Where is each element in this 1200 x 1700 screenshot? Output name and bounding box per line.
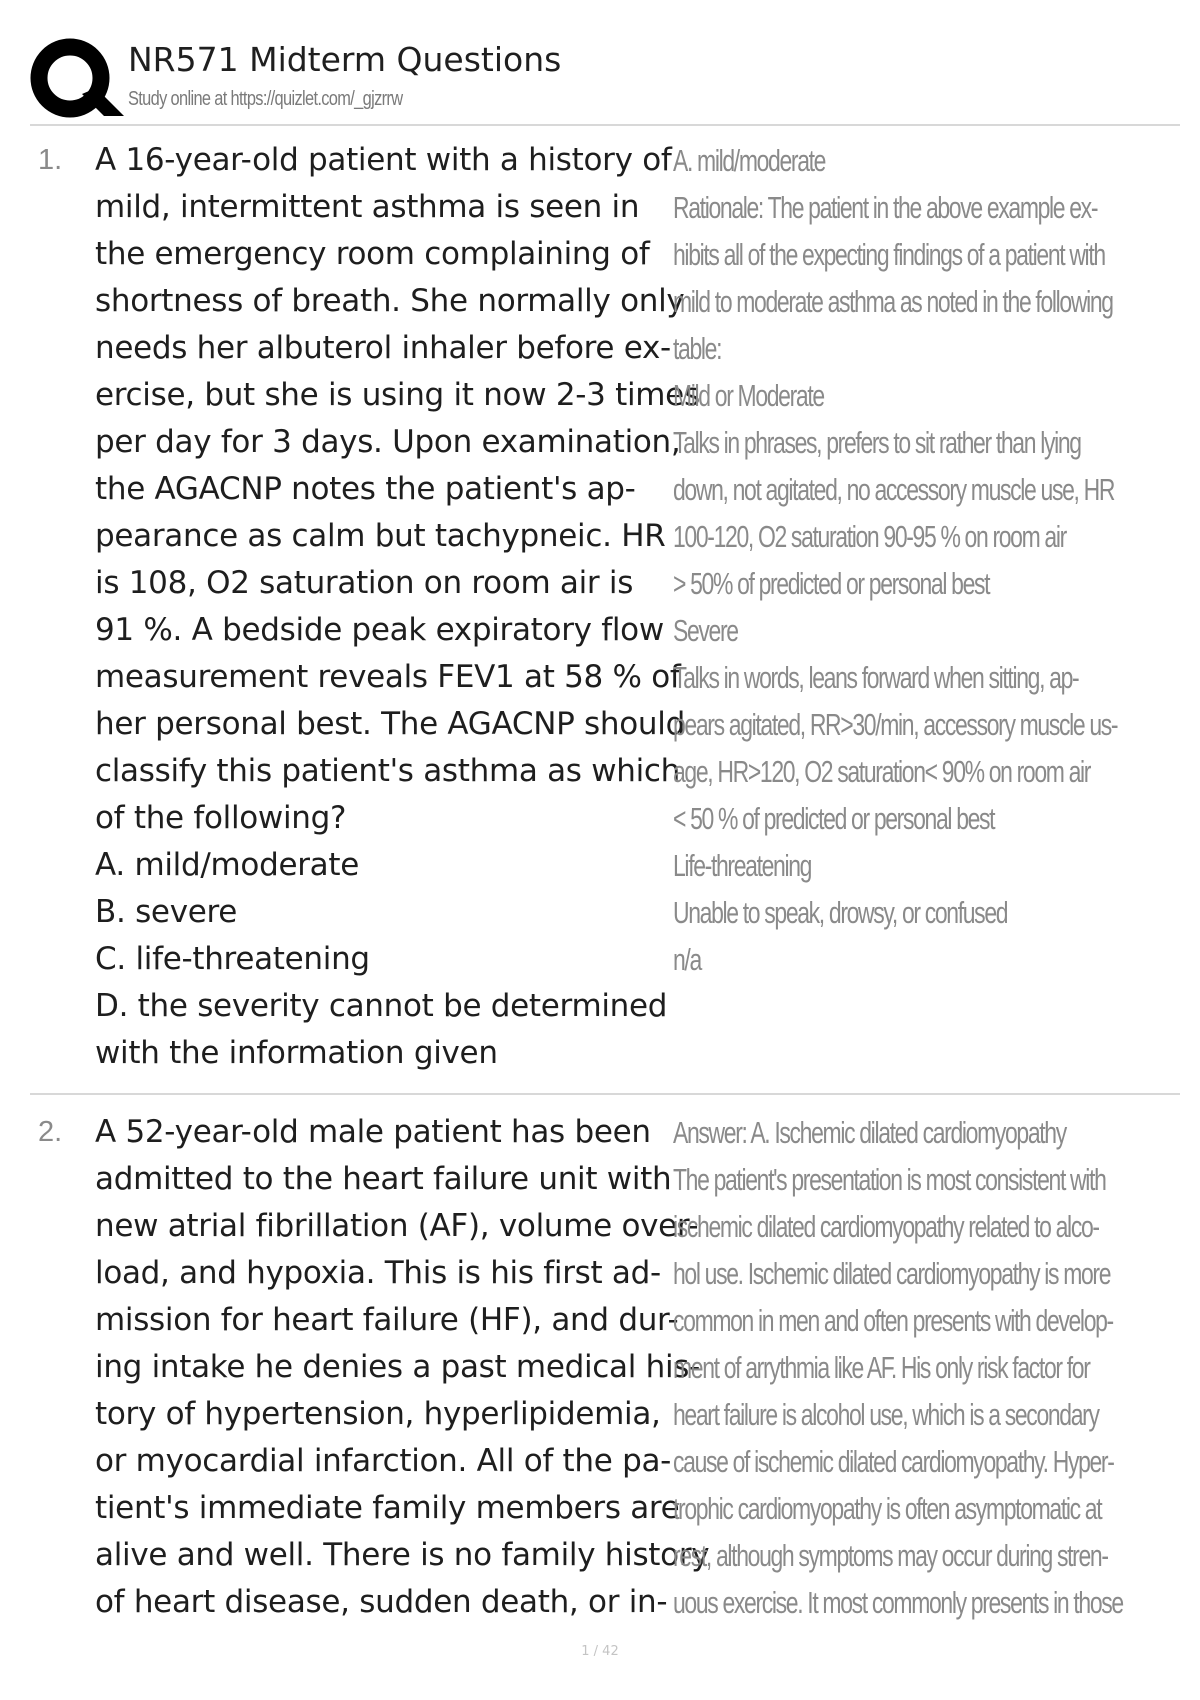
definition-line: age, HR>120, O2 saturation< 90% on room air (673, 754, 1091, 789)
question-definition (673, 137, 1193, 983)
term-line: ing intake he denies a past medical his- (95, 1349, 700, 1385)
definition-line: Life-threatening (673, 848, 812, 883)
term-line: classify this patient's asthma as which (95, 753, 681, 789)
term-line: mild, intermittent asthma is seen in (95, 189, 640, 225)
definition-line: Rationale: The patient in the above example ex- (673, 190, 1098, 225)
term-line: needs her albuterol inhaler before ex- (95, 330, 671, 366)
card-divider (30, 1093, 1180, 1095)
definition-line: Answer: A. Ischemic dilated cardiomyopathy (673, 1115, 1066, 1150)
definition-line: Talks in phrases, prefers to sit rather than lying (673, 425, 1081, 460)
definition-line: pears agitated, RR>30/min, accessory muscle us- (673, 707, 1118, 742)
definition-line: ischemic dilated cardiomyopathy related to alco- (673, 1209, 1099, 1244)
definition-line: 100-120, O2 saturation 90-95 % on room air (673, 519, 1066, 554)
term-line: mission for heart failure (HF), and dur- (95, 1302, 679, 1338)
term-line: C. life-threatening (95, 941, 370, 977)
term-line: A 16-year-old patient with a history of (95, 142, 672, 178)
term-line: of heart disease, sudden death, or in- (95, 1584, 668, 1620)
definition-line: trophic cardiomyopathy is often asymptomatic at (673, 1491, 1102, 1526)
question-number: 1. (38, 144, 63, 176)
term-line: measurement reveals FEV1 at 58 % of (95, 659, 681, 695)
document-subtitle: Study online at https://quizlet.com/_gjzrrw (128, 88, 403, 110)
definition-line: uous exercise. It most commonly presents in those (673, 1585, 1123, 1620)
definition-line: n/a (673, 942, 701, 977)
definition-line: hibits all of the expecting findings of a patient with (673, 237, 1105, 272)
definition-line: cause of ischemic dilated cardiomyopathy. Hyper- (673, 1444, 1114, 1479)
page-number: 1 / 42 (581, 1644, 619, 1659)
term-line: new atrial fibrillation (AF), volume over- (95, 1208, 699, 1244)
term-line: D. the severity cannot be determined (95, 988, 668, 1024)
definition-line: table: (673, 331, 722, 366)
term-line: 91 %. A bedside peak expiratory flow (95, 612, 664, 648)
document-title: NR571 Midterm Questions (128, 40, 562, 79)
term-line: per day for 3 days. Upon examination, (95, 424, 681, 460)
term-line: pearance as calm but tachypneic. HR (95, 518, 666, 554)
question-number: 2. (38, 1116, 63, 1148)
quizlet-logo (30, 36, 140, 122)
term-line: the AGACNP notes the patient's ap- (95, 471, 636, 507)
definition-line: Talks in words, leans forward when sitting, ap- (673, 660, 1079, 695)
definition-line: Severe (673, 613, 738, 648)
definition-line: Mild or Moderate (673, 378, 824, 413)
definition-line: common in men and often presents with develop- (673, 1303, 1113, 1338)
definition-line: < 50 % of predicted or personal best (673, 801, 995, 836)
definition-line: heart failure is alcohol use, which is a secondary (673, 1397, 1099, 1432)
term-line: with the information given (95, 1035, 498, 1071)
definition-line: hol use. Ischemic dilated cardiomyopathy is more (673, 1256, 1111, 1291)
term-line: alive and well. There is no family history (95, 1537, 710, 1573)
question-term (95, 1109, 710, 1626)
term-line: ercise, but she is using it now 2-3 times (95, 377, 700, 413)
term-line: is 108, O2 saturation on room air is (95, 565, 634, 601)
definition-line: rest, although symptoms may occur during stren- (673, 1538, 1108, 1573)
definition-line: > 50% of predicted or personal best (673, 566, 990, 601)
term-line: or myocardial infarction. All of the pa- (95, 1443, 672, 1479)
term-line: A. mild/moderate (95, 847, 359, 883)
definition-line: A. mild/moderate (673, 143, 826, 178)
term-line: of the following? (95, 800, 347, 836)
term-line: her personal best. The AGACNP should (95, 706, 685, 742)
document-header (30, 30, 1180, 122)
definition-line: The patient's presentation is most consistent with (673, 1162, 1106, 1197)
header-divider (30, 124, 1180, 126)
term-line: admitted to the heart failure unit with (95, 1161, 672, 1197)
term-line: load, and hypoxia. This is his first ad- (95, 1255, 661, 1291)
question-definition (673, 1109, 1193, 1626)
term-line: B. severe (95, 894, 238, 930)
definition-line: Unable to speak, drowsy, or confused (673, 895, 1008, 930)
term-line: tory of hypertension, hyperlipidemia, (95, 1396, 661, 1432)
term-line: tient's immediate family members are (95, 1490, 680, 1526)
term-line: the emergency room complaining of (95, 236, 650, 272)
term-line: A 52-year-old male patient has been (95, 1114, 651, 1150)
definition-line: down, not agitated, no accessory muscle use, HR (673, 472, 1115, 507)
term-line: shortness of breath. She normally only (95, 283, 685, 319)
definition-line: ment of arrythmia like AF. His only risk factor for (673, 1350, 1090, 1385)
definition-line: mild to moderate asthma as noted in the following (673, 284, 1113, 319)
